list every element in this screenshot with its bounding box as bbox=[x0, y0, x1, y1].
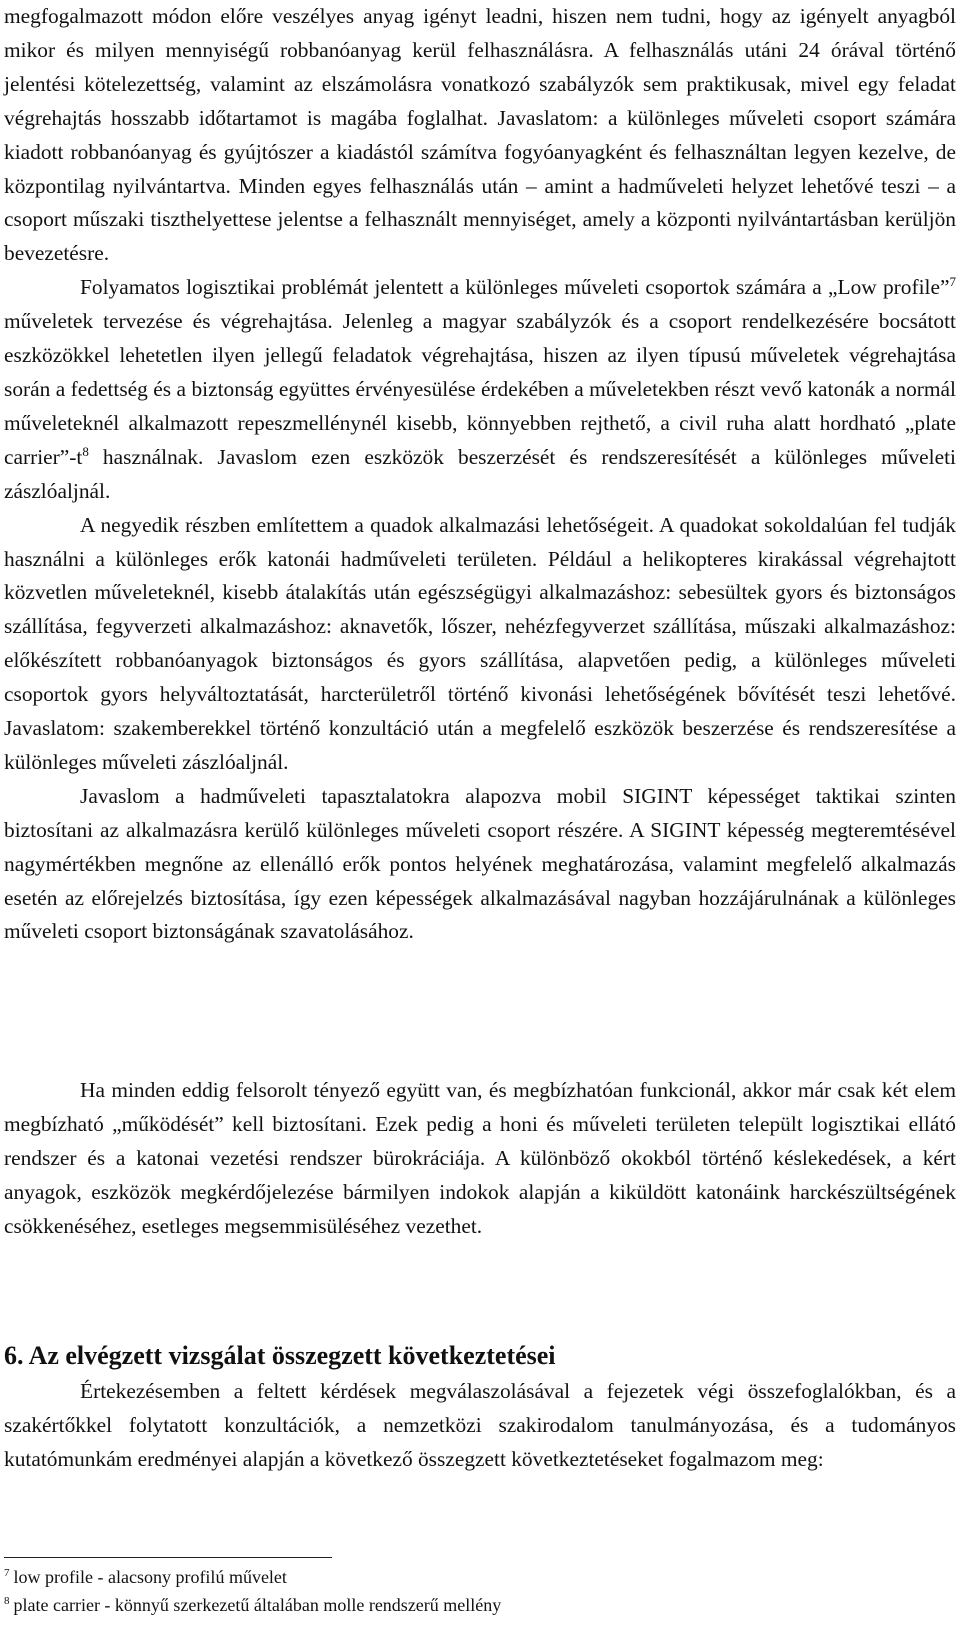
paragraph-quads: A negyedik részben említettem a quadok alkalmazási lehetőségeit. A quadokat sokoldalúan fel tudják használni a különleges erők katonái hadműveleti területen. Például a helikopteres kirakással végrehajtott közvetlen műveleteknél, kisebb átalakítás után egészségügyi alkalmazáshoz: sebesültek gyors és biztonságos szállítása, fegyverzeti alkalmazáshoz: aknavetők, lőszer, nehézfegyverzet szállítása, műszaki alkalmazáshoz: előkészített robbanóanyagok biztonságos és gyors szállítása, alapvetően pedig, a különleges műveleti csoportok gyors helyváltoztatását, harcterületről történő kivonási lehetőségének bővítését teszi lehetővé. Javaslatom: szakemberekkel történő konzultáció után a megfelelő eszközök beszerzése és rendszeresítése a különleges műveleti zászlóaljnál. bbox=[4, 512, 956, 774]
footnotes bbox=[4, 1563, 956, 1619]
footnote-text: low profile - alacsony profilú művelet bbox=[13, 1567, 287, 1587]
text-block-3 bbox=[4, 1375, 956, 1477]
paragraph-logistics: Ha minden eddig felsorolt tényező együtt van, és megbízhatóan funkcionál, akkor már csak két elem megbízható „működését” kell biztosítani. Ezek pedig a honi és műveleti területen települt logisztikai ellátó rendszer és a katonai vezetési rendszer bürokráciája. A különböző okokból történő késlekedések, a kért anyagok, eszközök megkérdőjelezése bármilyen indokok alapján a kiküldött katonáink harckészültségének csökkenéséhez, esetleges megsemmisüléséhez vezethet. bbox=[4, 1078, 956, 1238]
paragraph-sigint: Javaslom a hadműveleti tapasztalatokra alapozva mobil SIGINT képességet taktikai szinten biztosítani az alkalmazásra kerülő különleges műveleti csoport részére. A SIGINT képesség megteremtésével nagymértékben megnőne az ellenálló erők pontos helyének meghatározása, valamint megfelelő alkalmazás esetén az előrejelzés biztosítása, így ezen képességek alkalmazásával nagyban hozzájárulnának a különleges műveleti csoport biztonságának szavatolásához. bbox=[4, 783, 956, 944]
footnote-8 bbox=[4, 1591, 956, 1619]
footnote-ref-7: 7 bbox=[949, 274, 956, 290]
paragraph-low-profile-part-c: használnak. Javaslom ezen eszközök beszerzését és rendszeresítését a különleges műveleti zászlóaljnál. bbox=[4, 444, 956, 503]
paragraph-explosives: megfogalmazott módon előre veszélyes anyag igényt leadni, hiszen nem tudni, hogy az igényelt anyagból mikor és milyen mennyiségű robbanóanyag kerül felhasználásra. A felhasználás utáni 24 órával történő jelentési kötelezettség, valamint az elszámolásra vonatkozó szabályzók sem praktikusak, mivel egy feladat végrehajtás hosszabb időtartamot is magába foglalhat. Javaslatom: a különleges műveleti csoport számára kiadott robbanóanyag és gyújtószer a kiadástól számítva fogyóanyagként és felhasználtan legyen kezelve, de központilag nyilvántartva. Minden egyes felhasználás után – amint a hadműveleti helyzet lehetővé teszi – a csoport műszaki tiszthelyettese jelentse a felhasznált mennyiséget, amely a központi nyilvántartásban kerüljön bevezetésre. bbox=[4, 4, 956, 266]
footnote-separator bbox=[4, 1557, 332, 1558]
text-block-2 bbox=[4, 1074, 956, 1244]
paragraph-low-profile-part-a: Folyamatos logisztikai problémát jelentett a különleges műveleti csoportok számára a „Low profile” bbox=[80, 275, 950, 300]
footnote-text: plate carrier - könnyű szerkezetű általában molle rendszerű mellény bbox=[13, 1595, 502, 1615]
paragraph-low-profile bbox=[4, 271, 956, 508]
paragraph-low-profile-part-b: műveletek tervezése és végrehajtása. Jelenleg a magyar szabályzók és a csoport rendelkezésére bocsátott eszközökkel lehetetlen ilyen jellegű feladatok végrehajtása, hiszen az ilyen típusú műveletek végrehajtása során a fedettség és a biztonság együttes érvényesülése érdekében a műveletekben részt vevő katonák a normál műveleteknél alkalmazott repeszmellénynél kisebb, könnyebben rejthető, a civil ruha alatt hordható „plate carrier”-t bbox=[4, 309, 956, 469]
section-heading: 6. Az elvégzett vizsgálat összegzett következtetései bbox=[4, 1341, 556, 1370]
footnote-number: 8 bbox=[4, 1595, 10, 1607]
footnote-ref-8: 8 bbox=[82, 443, 89, 459]
footnote-number: 7 bbox=[4, 1567, 10, 1579]
footnote-7 bbox=[4, 1563, 956, 1591]
text-block-1 bbox=[4, 0, 956, 949]
paragraph-conclusions: Értekezésemben a feltett kérdések megválaszolásával a fejezetek végi összefoglalókban, és a szakértőkkel folytatott konzultációk, a nemzetközi szakirodalom tanulmányozása, és a tudományos kutatómunkám eredményei alapján a következő összegzett következtetéseket fogalmazom meg: bbox=[4, 1379, 956, 1471]
